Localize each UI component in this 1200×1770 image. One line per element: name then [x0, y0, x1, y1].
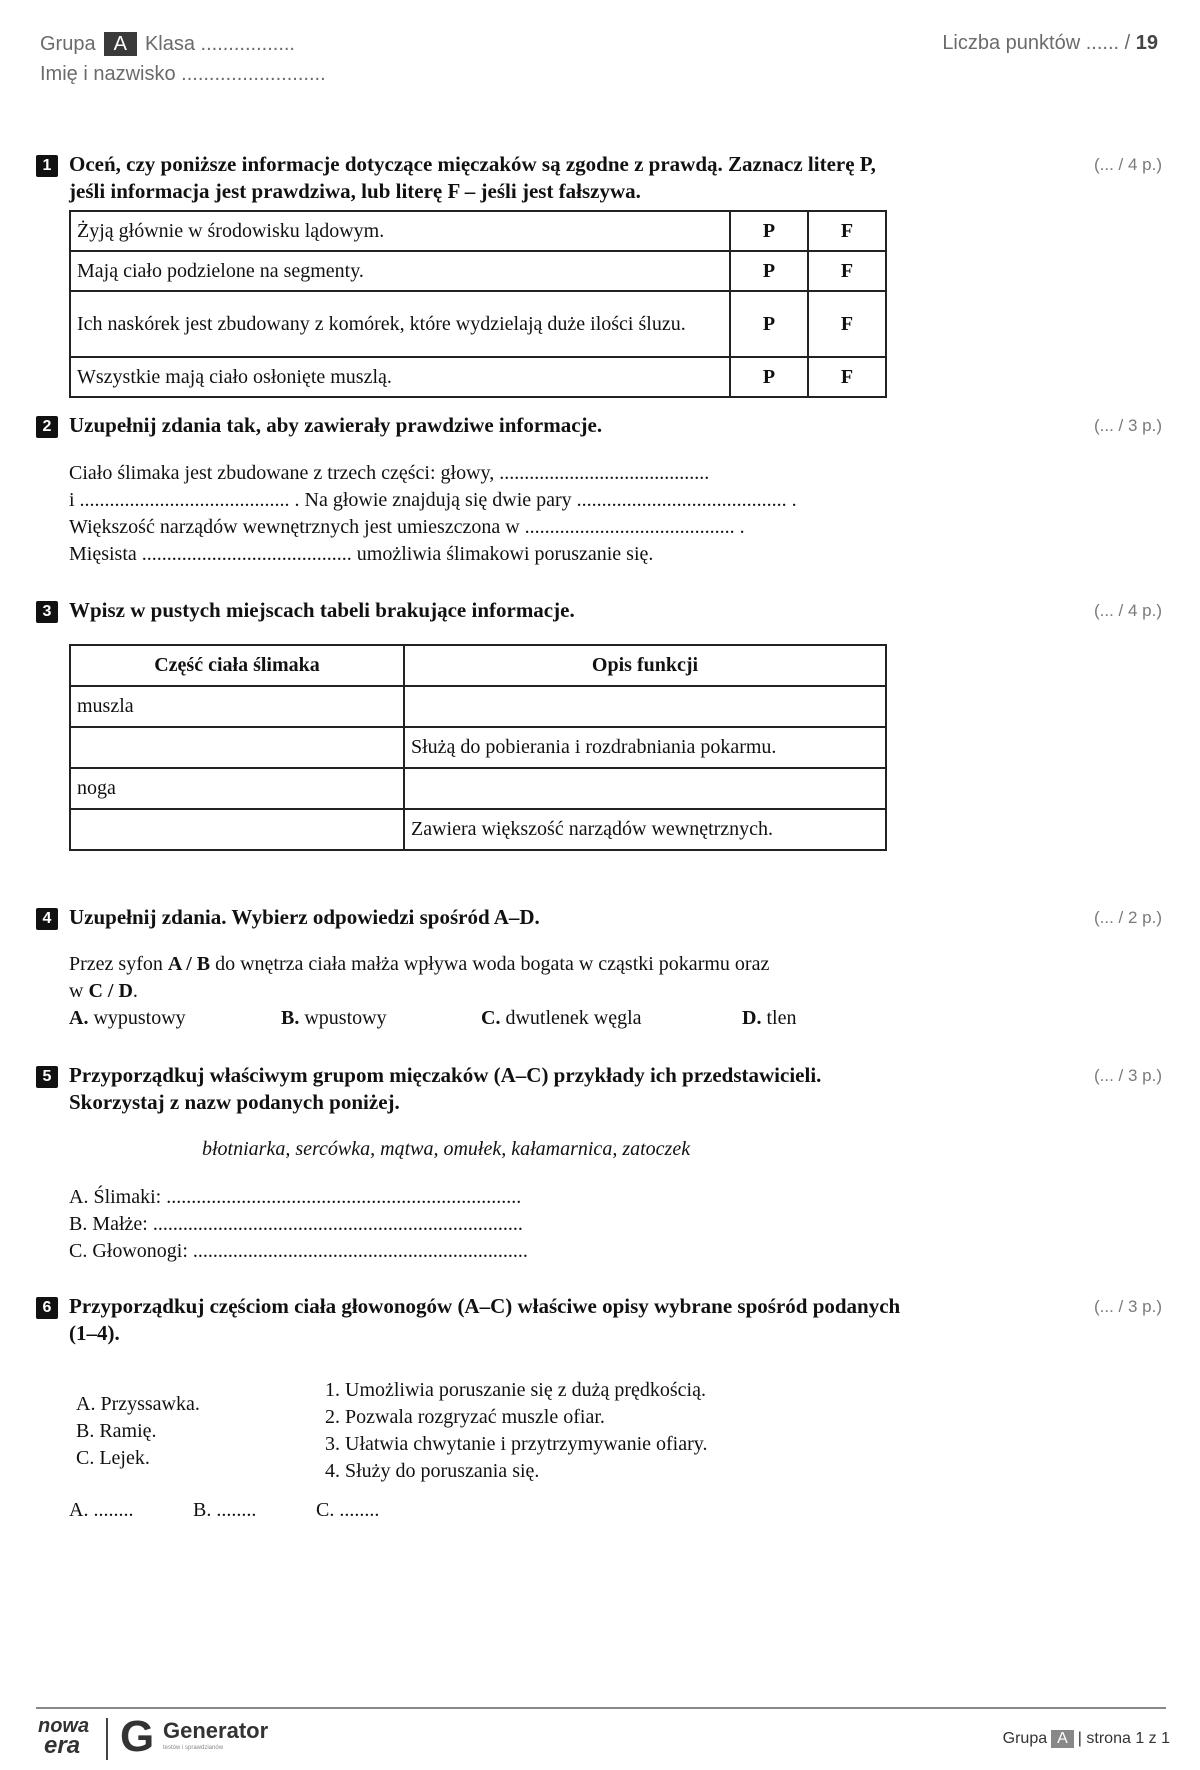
task5-line[interactable]: A. Ślimaki: ....................................................................... — [69, 1186, 522, 1208]
task1-title: Oceń, czy poniższe informacje dotyczące mięczaków są zgodne z prawdą. Zaznacz literę P, jeśli informacja jest prawdziwa, lub literę F – jeśli jest fałszywa. — [69, 152, 876, 203]
logo-divider — [106, 1718, 108, 1760]
table-row — [70, 686, 886, 727]
option-text: wypustowy — [88, 1007, 186, 1029]
true-option[interactable]: P — [730, 251, 808, 291]
statement-cell: Ich naskórek jest zbudowany z komórek, które wydzielają duże ilości śluzu. — [70, 291, 730, 357]
task4-line — [69, 978, 769, 1005]
table-row — [70, 357, 886, 397]
group-badge: A — [104, 32, 137, 56]
class-label: Klasa ................. — [144, 33, 295, 55]
task6-number: 6 — [36, 1297, 58, 1319]
task2-line: Ciało ślimaka jest zbudowane z trzech części: głowy, .......................................... — [69, 462, 710, 484]
part-cell[interactable]: noga — [70, 768, 404, 809]
task6-parts — [76, 1391, 200, 1472]
task4-option-b[interactable] — [281, 1005, 387, 1032]
task1-points: (... / 4 p.) — [1093, 155, 1162, 174]
true-option[interactable]: P — [730, 357, 808, 397]
task5-name-list: błotniarka, sercówka, mątwa, omułek, kałamarnica, zatoczek — [202, 1138, 691, 1160]
task2-line: Mięsista .......................................... umożliwia ślimakowi poruszanie się. — [69, 543, 654, 565]
task2-line: Większość narządów wewnętrznych jest umieszczona w .......................................... . — [69, 516, 745, 538]
table-row — [70, 291, 886, 357]
task5-points: (... / 3 p.) — [1093, 1066, 1162, 1085]
task1-table — [69, 210, 887, 398]
nowa-era-logo — [38, 1715, 90, 1759]
true-option[interactable]: P — [730, 291, 808, 357]
task4-line — [69, 951, 769, 978]
statement-cell: Wszystkie mają ciało osłonięte muszlą. — [70, 357, 730, 397]
generator-g-icon: G — [120, 1712, 155, 1761]
task2-title: Uzupełnij zdania tak, aby zawierały prawdziwe informacje. — [69, 413, 603, 437]
desc-item: 1. Umożliwia poruszanie się z dużą prędkością. — [325, 1379, 706, 1401]
task6-answer-a[interactable]: A. ........ — [69, 1499, 134, 1521]
part-cell[interactable] — [70, 809, 404, 850]
task4-option-c[interactable] — [481, 1005, 642, 1032]
text-fragment: do wnętrza ciała małża wpływa woda bogata w cząstki pokarmu oraz — [210, 953, 770, 975]
points-total: 19 — [1135, 32, 1158, 54]
header-group-line — [40, 32, 295, 56]
text-fragment: . — [132, 980, 138, 1002]
text-fragment: Przez syfon — [69, 953, 168, 975]
part-cell[interactable] — [70, 727, 404, 768]
table-row — [70, 727, 886, 768]
task6-points: (... / 3 p.) — [1093, 1297, 1162, 1316]
choice-cd[interactable]: C / D — [88, 980, 133, 1002]
generator-logo-sub: testów i sprawdzianów — [163, 1745, 224, 1751]
task6-title: Przyporządkuj częściom ciała głowonogów (A–C) właściwe opisy wybrane spośród podanych (1–4). — [69, 1294, 901, 1345]
column-header-part: Część ciała ślimaka — [70, 645, 404, 686]
task4-option-a[interactable] — [69, 1005, 186, 1032]
column-header-function: Opis funkcji — [404, 645, 886, 686]
part-cell[interactable]: muszla — [70, 686, 404, 727]
task3-table — [69, 644, 887, 851]
false-option[interactable]: F — [808, 251, 886, 291]
statement-cell: Mają ciało podzielone na segmenty. — [70, 251, 730, 291]
task5-answers — [69, 1184, 528, 1265]
task5-number: 5 — [36, 1066, 58, 1088]
table-row — [70, 211, 886, 251]
task4-number: 4 — [36, 908, 58, 930]
task2-points: (... / 3 p.) — [1093, 416, 1162, 435]
task3-number: 3 — [36, 601, 58, 623]
logo-text: nowa — [38, 1715, 90, 1737]
option-letter: D. — [742, 1007, 762, 1029]
true-option[interactable]: P — [730, 211, 808, 251]
task6-answer-c[interactable]: C. ........ — [316, 1499, 380, 1521]
task3-points: (... / 4 p.) — [1093, 601, 1162, 620]
task6-descs — [325, 1377, 707, 1485]
part-item: C. Lejek. — [76, 1447, 150, 1469]
desc-cell[interactable] — [404, 686, 886, 727]
option-text: dwutlenek węgla — [500, 1007, 642, 1029]
footer-group-label: Grupa — [1002, 1730, 1048, 1747]
table-row — [70, 768, 886, 809]
false-option[interactable]: F — [808, 291, 886, 357]
points-label: Liczba punktów ...... / — [942, 32, 1131, 54]
name-label: Imię i nazwisko .......................... — [40, 63, 326, 85]
group-label: Grupa — [40, 33, 96, 55]
points-summary — [942, 32, 1158, 55]
generator-logo-text: Generator — [163, 1718, 269, 1743]
false-option[interactable]: F — [808, 211, 886, 251]
task4-points: (... / 2 p.) — [1093, 908, 1162, 927]
desc-cell[interactable]: Zawiera większość narządów wewnętrznych. — [404, 809, 886, 850]
table-row — [70, 251, 886, 291]
footer-group-badge: A — [1051, 1730, 1074, 1748]
option-letter: A. — [69, 1007, 89, 1029]
desc-item: 3. Ułatwia chwytanie i przytrzymywanie ofiary. — [325, 1433, 708, 1455]
desc-item: 2. Pozwala rozgryzać muszle ofiar. — [325, 1406, 605, 1428]
option-letter: C. — [481, 1007, 501, 1029]
task1-number: 1 — [36, 155, 58, 177]
option-text: wpustowy — [299, 1007, 387, 1029]
footer-page-label: | strona 1 z 1 — [1077, 1730, 1170, 1747]
desc-cell[interactable] — [404, 768, 886, 809]
task2-number: 2 — [36, 416, 58, 438]
task3-title: Wpisz w pustych miejscach tabeli brakujące informacje. — [69, 598, 575, 622]
desc-cell[interactable]: Służą do pobierania i rozdrabniania pokarmu. — [404, 727, 886, 768]
task2-text — [69, 460, 797, 568]
part-item: B. Ramię. — [76, 1420, 157, 1442]
text-fragment: w — [69, 980, 89, 1002]
desc-item: 4. Służy do poruszania się. — [325, 1460, 540, 1482]
choice-ab[interactable]: A / B — [167, 953, 211, 975]
option-letter: B. — [281, 1007, 300, 1029]
task6-answer-b[interactable]: B. ........ — [193, 1499, 257, 1521]
task5-title: Przyporządkuj właściwym grupom mięczaków (A–C) przykłady ich przedstawicieli. Skorzystaj z nazw podanych poniżej. — [69, 1063, 822, 1114]
task4-text — [69, 951, 769, 1005]
task4-title: Uzupełnij zdania. Wybierz odpowiedzi spośród A–D. — [69, 905, 540, 929]
footer-divider — [36, 1707, 1166, 1709]
task5-line[interactable]: C. Głowonogi: ................................................................... — [69, 1240, 528, 1262]
footer-page-info — [1003, 1730, 1170, 1748]
option-text: tlen — [761, 1007, 797, 1029]
part-item: A. Przyssawka. — [76, 1393, 200, 1415]
task2-line: i .......................................... . Na głowie znajdują się dwie pary .......................................... . — [69, 489, 797, 511]
false-option[interactable]: F — [808, 357, 886, 397]
table-header-row — [70, 645, 886, 686]
table-row — [70, 809, 886, 850]
task5-line[interactable]: B. Małże: .......................................................................... — [69, 1213, 523, 1235]
statement-cell: Żyją głównie w środowisku lądowym. — [70, 211, 730, 251]
task4-option-d[interactable] — [742, 1005, 796, 1032]
logo-text: era — [44, 1732, 81, 1759]
